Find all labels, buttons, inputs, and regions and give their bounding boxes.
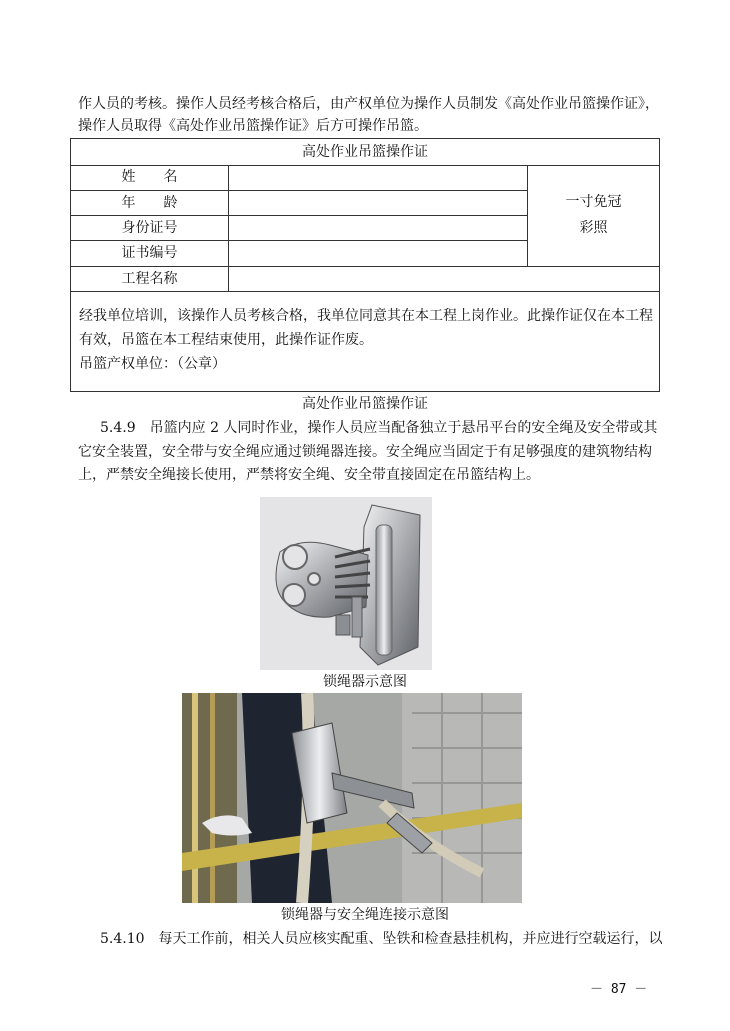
rope-grab-connection-photo [182, 693, 522, 903]
certificate-table [70, 138, 660, 392]
section-5410-line: 5.4.10 每天工作前，相关人员应核实配重、坠铁和检查悬挂机构，并应进行空载运行，以 [100, 931, 663, 947]
page-number: － 87 － [590, 982, 648, 997]
row-divider [71, 291, 659, 292]
intro-line-1: 作人员的考核。操作人员经考核合格后，由产权单位为操作人员制发《高处作业吊篮操作证》， [78, 96, 659, 112]
photo-box [528, 165, 659, 266]
intro-line-2: 操作人员取得《高处作业吊篮操作证》后方可操作吊篮。 [78, 118, 428, 134]
figure1-caption: 锁绳器示意图 [323, 674, 407, 690]
field-id-label: 身份证号 [71, 216, 229, 241]
field-id-value [229, 216, 528, 241]
figure2-caption: 锁绳器与安全绳连接示意图 [281, 907, 449, 923]
field-cert-number-value [229, 241, 528, 266]
photo-label-line-2: 彩照 [579, 220, 608, 236]
certificate-body-line-2: 有效，吊篮在本工程结束使用，此操作证作废。 [79, 332, 373, 348]
field-project-value [229, 267, 659, 292]
field-project-label: 工程名称 [71, 267, 229, 292]
rope-grab-connection-image [182, 693, 522, 903]
field-name-label: 姓 名 [71, 165, 229, 190]
field-age-value [229, 191, 528, 216]
section-549-line-1: 5.4.9 吊篮内应 2 人同时作业，操作人员应当配备独立于悬吊平台的安全绳及安全带或其 [100, 420, 658, 436]
certificate-body-line-3: 吊篮产权单位：（公章） [79, 356, 226, 372]
certificate-body-line-1: 经我单位培训，该操作人员考核合格，我单位同意其在本工程上岗作业。此操作证仅在本工程 [79, 308, 653, 324]
section-549-line-3: 上，严禁安全绳接长使用，严禁将安全绳、安全带直接固定在吊篮结构上。 [78, 467, 540, 483]
field-cert-number-label: 证书编号 [71, 241, 229, 266]
rope-grab-illustration [260, 497, 432, 670]
certificate-body [79, 304, 653, 376]
photo-label-line-1: 一寸免冠 [565, 194, 622, 210]
certificate-header: 高处作业吊篮操作证 [71, 139, 659, 166]
rope-grab-image [260, 497, 432, 670]
certificate-caption: 高处作业吊篮操作证 [302, 396, 428, 412]
field-age-label: 年 龄 [71, 191, 229, 216]
section-549-line-2: 它安全装置，安全带与安全绳应通过锁绳器连接。安全绳应当固定于有足够强度的建筑物结构 [78, 444, 652, 460]
field-name-value [229, 165, 528, 190]
